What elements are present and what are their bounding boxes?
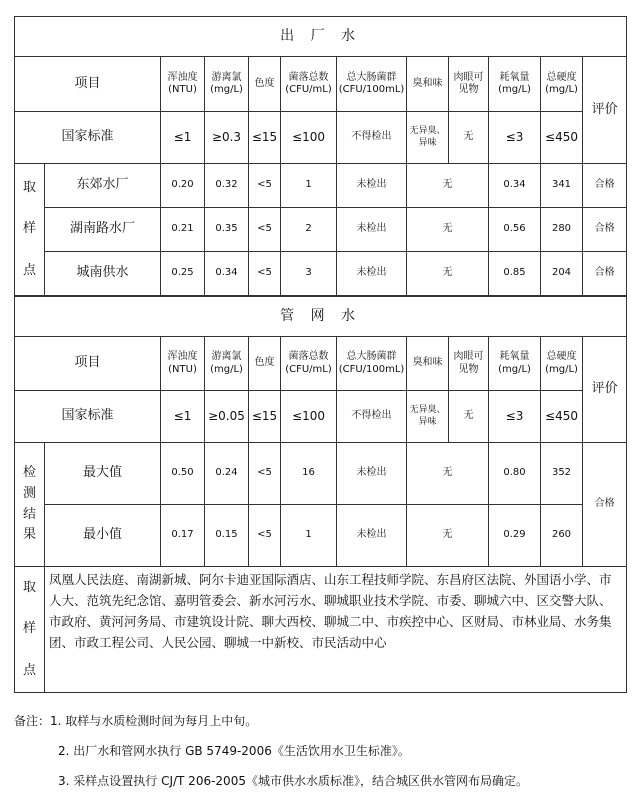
header-turbidity: 浑浊度 (NTU) (161, 57, 205, 112)
row-bacteria: 1 (281, 164, 337, 208)
row-hardness: 204 (541, 252, 583, 296)
row-coliform: 未检出 (337, 164, 407, 208)
standard-visible: 无 (449, 112, 489, 164)
row-oxygen: 0.85 (489, 252, 541, 296)
sampling-points-list: 凤凰人民法庭、南湖新城、阿尔卡迪亚国际酒店、山东工程技师学院、东昌府区法院、外国语小学、市人大、范筑先纪念馆、嘉明管委会、新水河污水、聊城职业技术学院、市委、聊城六中、区交警大队、市政府、黄河河务局、市建筑设计院、聊大西校、聊城二中、市疾控中心、区财局、市林业局、水务集团、市政工程公司、人民公园、聊城一中新校、市民活动中心 (45, 567, 627, 693)
header-chlorine: 游离氯 (mg/L) (205, 337, 249, 391)
sampling-points-label: 取 样 点 (15, 567, 45, 693)
row-chlorine: 0.15 (205, 505, 249, 567)
row-bacteria: 2 (281, 208, 337, 252)
row-hardness: 260 (541, 505, 583, 567)
note-1: 备注：1. 取样与水质检测时间为每月上中旬。 (14, 714, 258, 728)
row-color: <5 (249, 164, 281, 208)
row-eval: 合格 (583, 252, 627, 296)
header-eval: 评价 (583, 337, 627, 443)
row-turbidity: 0.20 (161, 164, 205, 208)
row-color: <5 (249, 505, 281, 567)
standard-coliform: 不得检出 (337, 391, 407, 443)
row-coliform: 未检出 (337, 208, 407, 252)
note-3: 3. 采样点设置执行 CJ/T 206-2005《城市供水水质标准》，结合城区供水管网布局确定。 (58, 774, 528, 788)
standard-label: 国家标准 (15, 391, 161, 443)
row-oxygen: 0.56 (489, 208, 541, 252)
table-row (15, 505, 627, 567)
factory-water-table (14, 16, 627, 296)
header-item: 项目 (15, 57, 161, 112)
row-color: <5 (249, 252, 281, 296)
standard-oxygen: ≤3 (489, 391, 541, 443)
standard-odor: 无异臭、异味 (407, 391, 449, 443)
row-bacteria: 1 (281, 505, 337, 567)
row-eval: 合格 (583, 443, 627, 567)
row-odor: 无 (407, 252, 489, 296)
header-item: 项目 (15, 337, 161, 391)
row-color: <5 (249, 208, 281, 252)
row-hardness: 280 (541, 208, 583, 252)
row-oxygen: 0.80 (489, 443, 541, 505)
header-visible: 肉眼可见物 (449, 337, 489, 391)
standard-label: 国家标准 (15, 112, 161, 164)
row-odor: 无 (407, 164, 489, 208)
header-color: 色度 (249, 57, 281, 112)
standard-turbidity: ≤1 (161, 112, 205, 164)
table-row (15, 443, 627, 505)
row-coliform: 未检出 (337, 252, 407, 296)
row-turbidity: 0.50 (161, 443, 205, 505)
note-2: 2. 出厂水和管网水执行 GB 5749-2006《生活饮用水卫生标准》。 (58, 744, 410, 758)
header-oxygen: 耗氧量 (mg/L) (489, 337, 541, 391)
row-name: 最小值 (45, 505, 161, 567)
table-row (15, 164, 627, 208)
row-chlorine: 0.24 (205, 443, 249, 505)
header-eval: 评价 (583, 57, 627, 164)
standard-hardness: ≤450 (541, 391, 583, 443)
table-row (15, 208, 627, 252)
header-coliform: 总大肠菌群 (CFU/100mL) (337, 57, 407, 112)
row-hardness: 341 (541, 164, 583, 208)
factory-title: 出 厂 水 (15, 17, 627, 57)
row-coliform: 未检出 (337, 505, 407, 567)
standard-color: ≤15 (249, 391, 281, 443)
standard-odor: 无异臭、异味 (407, 112, 449, 164)
header-odor: 臭和味 (407, 337, 449, 391)
header-oxygen: 耗氧量 (mg/L) (489, 57, 541, 112)
row-odor: 无 (407, 505, 489, 567)
header-color: 色度 (249, 337, 281, 391)
row-odor: 无 (407, 208, 489, 252)
standard-chlorine: ≥0.05 (205, 391, 249, 443)
row-name: 城南供水 (45, 252, 161, 296)
header-chlorine: 游离氯 (mg/L) (205, 57, 249, 112)
row-name: 湖南路水厂 (45, 208, 161, 252)
standard-bacteria: ≤100 (281, 112, 337, 164)
row-chlorine: 0.35 (205, 208, 249, 252)
row-turbidity: 0.25 (161, 252, 205, 296)
header-hardness: 总硬度 (mg/L) (541, 57, 583, 112)
row-turbidity: 0.21 (161, 208, 205, 252)
header-coliform: 总大肠菌群 (CFU/100mL) (337, 337, 407, 391)
row-bacteria: 3 (281, 252, 337, 296)
row-eval: 合格 (583, 164, 627, 208)
header-hardness: 总硬度 (mg/L) (541, 337, 583, 391)
row-turbidity: 0.17 (161, 505, 205, 567)
standard-coliform: 不得检出 (337, 112, 407, 164)
header-turbidity: 浑浊度 (NTU) (161, 337, 205, 391)
row-hardness: 352 (541, 443, 583, 505)
sampling-group-label: 取 样 点 (15, 164, 45, 296)
network-title: 管 网 水 (15, 297, 627, 337)
header-odor: 臭和味 (407, 57, 449, 112)
row-oxygen: 0.34 (489, 164, 541, 208)
standard-oxygen: ≤3 (489, 112, 541, 164)
row-chlorine: 0.34 (205, 252, 249, 296)
standard-chlorine: ≥0.3 (205, 112, 249, 164)
standard-hardness: ≤450 (541, 112, 583, 164)
standard-bacteria: ≤100 (281, 391, 337, 443)
row-eval: 合格 (583, 208, 627, 252)
row-chlorine: 0.32 (205, 164, 249, 208)
row-name: 东郊水厂 (45, 164, 161, 208)
row-bacteria: 16 (281, 443, 337, 505)
header-visible: 肉眼可见物 (449, 57, 489, 112)
header-bacteria: 菌落总数 (CFU/mL) (281, 57, 337, 112)
standard-turbidity: ≤1 (161, 391, 205, 443)
row-oxygen: 0.29 (489, 505, 541, 567)
standard-visible: 无 (449, 391, 489, 443)
table-row (15, 252, 627, 296)
results-group-label: 检 测 结 果 (15, 443, 45, 567)
row-name: 最大值 (45, 443, 161, 505)
row-coliform: 未检出 (337, 443, 407, 505)
notes (14, 706, 626, 796)
network-water-table (14, 296, 627, 693)
header-bacteria: 菌落总数 (CFU/mL) (281, 337, 337, 391)
row-odor: 无 (407, 443, 489, 505)
row-color: <5 (249, 443, 281, 505)
standard-color: ≤15 (249, 112, 281, 164)
